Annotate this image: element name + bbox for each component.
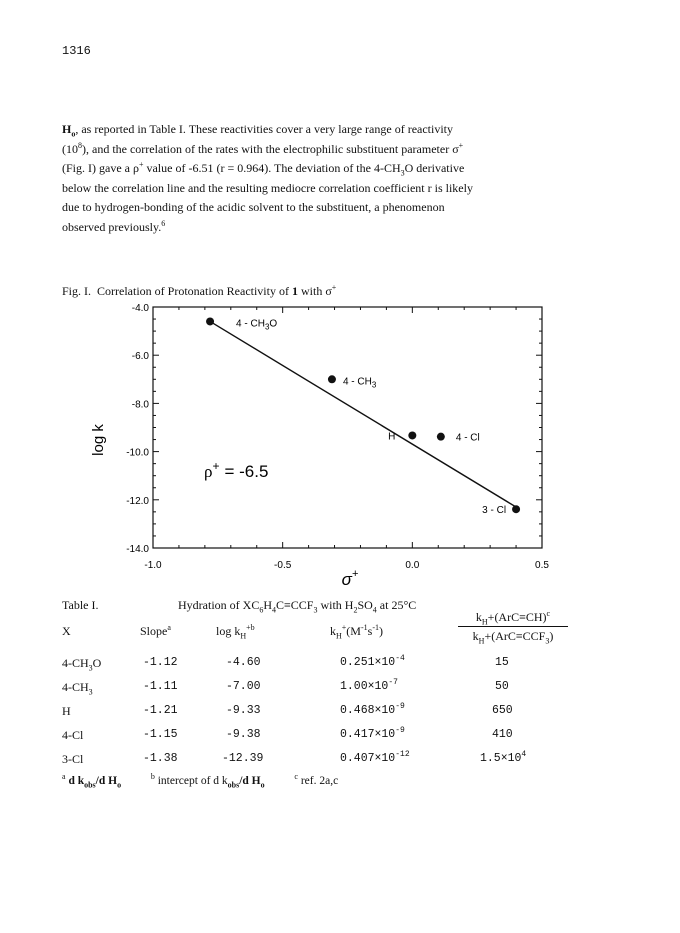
page-number: 1316 — [62, 44, 91, 58]
y-tick-label: -10.0 — [126, 447, 149, 459]
point-label: 3 - Cl — [482, 505, 507, 517]
cell-kh: $0.407\times 10^{-12}$ — [340, 750, 410, 765]
cell-x: $4-CH_3O$ — [62, 656, 102, 673]
point-label: H — [388, 431, 396, 443]
x-tick-label: 0.0 — [405, 560, 420, 571]
footnote-b: $^b$ intercept of d $k_{obs}/d$ $H_o$ — [150, 772, 265, 790]
header-kh: $k_H^+(M^{-1}s^{-1})$ — [330, 623, 383, 641]
data-point — [437, 433, 445, 441]
ratio-numerator: $k_H+(ArC\equiv CH)^c$ — [458, 610, 568, 627]
footnote-c: $^c$ ref. 2a,c — [294, 772, 339, 787]
ratio-denominator: $k_H+(ArC\equiv CCF_3)$ — [472, 629, 554, 646]
cell-slope: -1.12 — [143, 656, 178, 669]
cell-slope: -1.11 — [143, 680, 178, 693]
header-x: X — [62, 624, 71, 638]
figure-caption: Fig. I. Correlation of Protonation Reactivity of 1 with σ+ — [62, 283, 337, 298]
header-ratio — [458, 610, 568, 644]
cell-kh: $0.468\times 10^{-9}$ — [340, 702, 405, 717]
data-point — [408, 431, 416, 439]
point-label: $4 - CH_3O$ — [236, 318, 278, 332]
cell-logk: -4.60 — [226, 656, 261, 669]
table-footnotes — [62, 772, 339, 790]
header-logk: $\log k_H^{+b}$ — [216, 623, 255, 641]
cell-logk: -7.00 — [226, 680, 261, 693]
cell-ratio: 410 — [492, 728, 513, 741]
cell-kh: $1.00\times 10^{-7}$ — [340, 678, 398, 693]
point-label: 4 - Cl — [455, 432, 480, 444]
x-tick-label: -0.5 — [274, 560, 292, 571]
cell-slope: -1.38 — [143, 752, 178, 765]
header-slope: Slope$^a$ — [140, 623, 171, 638]
y-tick-label: -6.0 — [131, 351, 149, 363]
cell-ratio: $1.5\times 10^4$ — [480, 750, 527, 765]
data-point — [512, 505, 520, 513]
y-tick-labels — [126, 303, 149, 555]
paragraph-line-2: $(10^8)$, and the correlation of the rates with the electrophilic substituent parameter σ+ — [62, 140, 464, 156]
cell-x: $4-CH_3$ — [62, 680, 93, 697]
cell-kh: $0.251\times 10^{-4}$ — [340, 654, 405, 669]
data-point — [206, 317, 214, 325]
data-point — [328, 375, 336, 383]
y-tick-label: -14.0 — [126, 544, 149, 555]
cell-x: H — [62, 704, 71, 718]
cell-x: 3-Cl — [62, 752, 84, 766]
x-axis-label: σ+ — [341, 568, 359, 589]
paragraph-line-1: $H_o$, as reported in Table I. These reactivities cover a very large range of reactivity — [62, 122, 454, 139]
y-tick-label: -12.0 — [126, 495, 149, 507]
y-axis-label: log k — [90, 424, 107, 456]
table-title: Hydration of $XC_6H_4C\equiv CCF_3$ with $H_2SO_4$ at 25°C — [178, 598, 417, 615]
cell-ratio: 50 — [495, 680, 509, 693]
paragraph-line-6: observed previously.$^6$ — [62, 218, 166, 234]
x-tick-label: 0.5 — [535, 560, 549, 571]
point-label: $4 - CH_3$ — [342, 376, 377, 390]
cell-ratio: 650 — [492, 704, 513, 717]
cell-x: 4-Cl — [62, 728, 84, 742]
rho-annotation: ρ+ = -6.5 — [204, 459, 269, 481]
cell-logk: -12.39 — [222, 752, 264, 765]
point-labels — [236, 318, 506, 516]
paragraph-line-4: below the correlation line and the resulting mediocre correlation coefficient r is likely — [62, 180, 473, 195]
footnote-a: $^a$ d $k_{obs}/d$ $H_o$ — [62, 772, 122, 790]
cell-ratio: 15 — [495, 656, 509, 669]
paragraph-line-5: due to hydrogen-bonding of the acidic solvent to the substituent, a phenomenon — [62, 200, 445, 214]
cell-slope: -1.15 — [143, 728, 178, 741]
x-tick-label: -1.0 — [144, 560, 162, 571]
cell-kh: $0.417\times 10^{-9}$ — [340, 726, 405, 741]
paragraph-line-3: (Fig. I) gave a ρ+ value of -6.51 (r = 0.964). The deviation of the $4-CH_3O$ derivative — [62, 160, 465, 178]
y-tick-label: -8.0 — [131, 399, 149, 411]
y-tick-label: -4.0 — [131, 303, 149, 314]
table-label: Table I. — [62, 598, 99, 612]
cell-logk: -9.38 — [226, 728, 261, 741]
cell-slope: -1.21 — [143, 704, 178, 717]
cell-logk: -9.33 — [226, 704, 261, 717]
